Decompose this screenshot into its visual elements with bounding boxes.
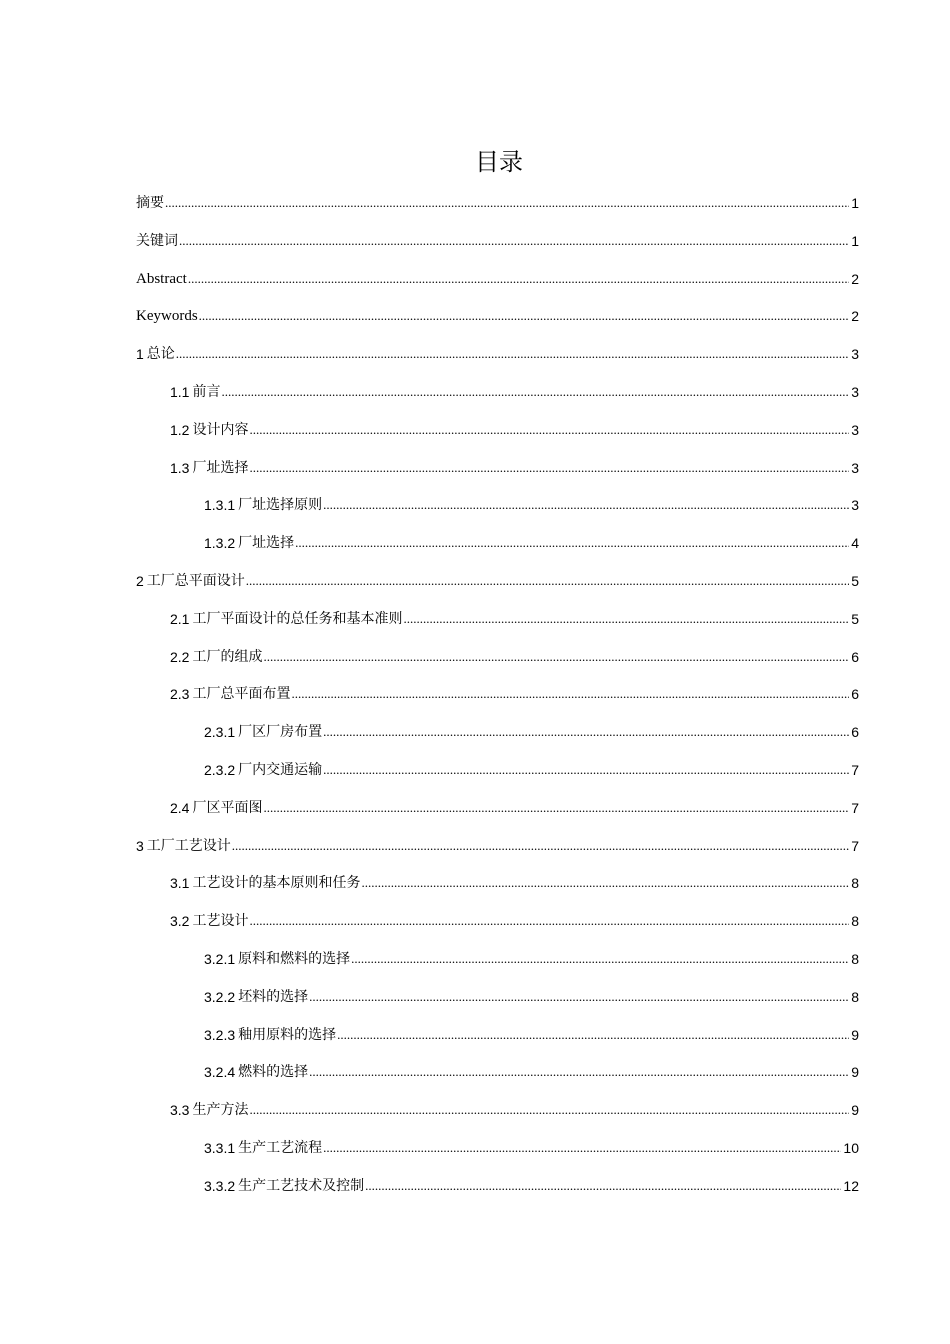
- toc-entry-title: 燃料的选择: [238, 1064, 309, 1081]
- toc-entry-title: 工厂总平面布置: [192, 686, 291, 703]
- toc-dot-leader: [323, 723, 849, 741]
- toc-entry[interactable]: [170, 870, 859, 892]
- toc-entry-page-number: 8: [851, 951, 859, 967]
- toc-dot-leader: [221, 383, 849, 401]
- toc-entry-title: 生产工艺流程: [238, 1140, 323, 1156]
- toc-entry-title: 工艺设计: [192, 913, 249, 930]
- toc-entry-title: 设计内容: [192, 421, 249, 438]
- toc-dot-leader: [249, 1101, 849, 1119]
- toc-entry-title: 工厂工艺设计: [146, 837, 231, 854]
- toc-entry-number: 1.3.1: [204, 497, 236, 514]
- toc-entry[interactable]: [136, 266, 859, 288]
- toc-dot-leader: [323, 761, 849, 779]
- toc-entry[interactable]: [170, 795, 859, 817]
- toc-entry[interactable]: [204, 719, 859, 741]
- toc-dot-leader: [403, 610, 849, 628]
- toc-entry[interactable]: [170, 379, 859, 401]
- toc-dot-leader: [249, 421, 849, 439]
- toc-entry-number: 2.3.1: [204, 724, 236, 741]
- toc-dot-leader: [361, 874, 849, 892]
- toc-entry-page-number: 3: [851, 346, 859, 363]
- toc-entry-title: 厂内交通运输: [238, 762, 323, 778]
- toc-dot-leader: [179, 232, 849, 250]
- toc-entry-number: 3.1: [170, 875, 190, 892]
- toc-entry-page-number: 9: [851, 1026, 859, 1043]
- toc-entry-number: 1.1: [170, 384, 190, 400]
- toc-entry[interactable]: [136, 568, 859, 590]
- toc-entry-page-number: 9: [851, 1064, 859, 1081]
- toc-entry[interactable]: [170, 455, 859, 477]
- toc-entry-number: 2.3.2: [204, 762, 236, 778]
- toc-entry-page-number: 1: [851, 232, 859, 249]
- toc-entry-number: 2.1: [170, 610, 190, 627]
- toc-entry-page-number: 7: [851, 799, 859, 816]
- toc-entry-page-number: 6: [851, 686, 859, 703]
- toc-entry-title: 厂址选择: [238, 535, 295, 552]
- toc-entry-number: 3.2.3: [204, 1026, 236, 1043]
- toc-entry-number: 3.2.2: [204, 988, 236, 1005]
- toc-entry-title: 前言: [192, 384, 221, 400]
- toc-dot-leader: [176, 345, 849, 363]
- toc-entry-title: 厂区平面图: [192, 799, 263, 816]
- toc-entry[interactable]: [170, 908, 859, 930]
- toc-entry-number: 3.3: [170, 1102, 190, 1119]
- toc-entry[interactable]: [204, 946, 859, 968]
- toc-dot-leader: [351, 950, 849, 968]
- toc-entry-number: 3: [136, 837, 144, 854]
- toc-entry[interactable]: [204, 1059, 859, 1081]
- toc-entry-page-number: 4: [851, 535, 859, 552]
- toc-entry-title: Abstract: [136, 270, 187, 287]
- toc-entry-number: 3.3.1: [204, 1140, 236, 1156]
- toc-dot-leader: [249, 912, 849, 930]
- toc-entry-title: 厂址选择原则: [238, 497, 323, 514]
- toc-entry[interactable]: [136, 228, 859, 250]
- toc-entry-number: 2.2: [170, 648, 190, 665]
- toc-dot-leader: [249, 459, 849, 477]
- toc-entry-title: 厂址选择: [192, 459, 249, 476]
- toc-dot-leader: [365, 1177, 841, 1195]
- toc-entry-number: 2.3: [170, 686, 190, 703]
- toc-entry-page-number: 6: [851, 724, 859, 741]
- toc-entry-title: 摘要: [136, 195, 164, 211]
- toc-entry[interactable]: [136, 190, 859, 212]
- toc-entry-page-number: 12: [843, 1177, 859, 1194]
- toc-entry[interactable]: [136, 341, 859, 363]
- toc-dot-leader: [199, 307, 850, 325]
- toc-entry-page-number: 2: [851, 270, 859, 287]
- toc-dot-leader: [263, 648, 849, 666]
- toc-entry-page-number: 1: [851, 195, 859, 211]
- toc-entry[interactable]: [136, 833, 859, 855]
- toc-entry[interactable]: [204, 1135, 859, 1157]
- toc-title: 目录: [475, 148, 523, 176]
- toc-entry-number: 2.4: [170, 799, 190, 816]
- toc-entry-title: 坯料的选择: [238, 988, 309, 1005]
- toc-entry-number: 3.2: [170, 913, 190, 930]
- toc-entry-title: 工艺设计的基本原则和任务: [192, 875, 361, 892]
- toc-entry-page-number: 3: [851, 459, 859, 476]
- toc-entry-page-number: 3: [851, 421, 859, 438]
- toc-entry-page-number: 5: [851, 573, 859, 589]
- toc-dot-leader: [337, 1026, 849, 1044]
- toc-entry-page-number: 7: [851, 762, 859, 778]
- toc-dot-leader: [295, 534, 849, 552]
- toc-entry-title: 生产工艺技术及控制: [238, 1177, 365, 1194]
- toc-dot-leader: [263, 799, 849, 817]
- toc-entry[interactable]: [170, 681, 859, 703]
- toc-dot-leader: [323, 1139, 841, 1157]
- toc-dot-leader: [246, 572, 849, 590]
- toc-entry-page-number: 6: [851, 648, 859, 665]
- toc-entry-page-number: 8: [851, 875, 859, 892]
- toc-dot-leader: [309, 1063, 849, 1081]
- toc-entry[interactable]: [204, 1022, 859, 1044]
- toc-entry-number: 1.2: [170, 421, 190, 438]
- toc-entry[interactable]: [204, 757, 859, 779]
- toc-entry[interactable]: [136, 303, 859, 325]
- toc-entry-number: 3.2.1: [204, 951, 236, 967]
- toc-dot-leader: [165, 194, 849, 212]
- toc-entry-title: 工厂的组成: [192, 648, 263, 665]
- toc-dot-leader: [323, 496, 849, 514]
- toc-entry[interactable]: [170, 1097, 859, 1119]
- toc-entry-page-number: 8: [851, 913, 859, 930]
- toc-dot-leader: [188, 270, 849, 288]
- toc-entry-number: 3.2.4: [204, 1064, 236, 1081]
- toc-entry-page-number: 8: [851, 988, 859, 1005]
- toc-entry-number: 3.3.2: [204, 1177, 236, 1194]
- toc-entry-title: 总论: [146, 346, 175, 363]
- toc-entry[interactable]: [170, 417, 859, 439]
- toc-entry-number: 1.3: [170, 459, 190, 476]
- toc-entry[interactable]: [204, 530, 859, 552]
- toc-entry-page-number: 3: [851, 497, 859, 514]
- toc-entry[interactable]: [204, 1173, 859, 1195]
- toc-entry[interactable]: [170, 606, 859, 628]
- toc-entry-number: 2: [136, 573, 144, 589]
- toc-entry-title: 工厂总平面设计: [146, 573, 245, 589]
- toc-entry-page-number: 10: [843, 1140, 859, 1156]
- toc-entry-page-number: 7: [851, 837, 859, 854]
- toc-entry-page-number: 2: [851, 308, 859, 325]
- toc-entry-title: 关键词: [136, 232, 178, 249]
- toc-entry-page-number: 3: [851, 384, 859, 400]
- toc-entry-title: 原料和燃料的选择: [238, 951, 351, 967]
- toc-entry-title: 釉用原料的选择: [238, 1026, 337, 1043]
- toc-dot-leader: [232, 837, 849, 855]
- toc-entry[interactable]: [204, 984, 859, 1006]
- toc-dot-leader: [309, 988, 849, 1006]
- toc-entry-title: 生产方法: [192, 1102, 249, 1119]
- toc-entry[interactable]: [204, 492, 859, 514]
- toc-entry-number: 1.3.2: [204, 535, 236, 552]
- toc-entry-page-number: 5: [851, 610, 859, 627]
- toc-entry-title: Keywords: [136, 308, 198, 325]
- toc-dot-leader: [291, 685, 849, 703]
- toc-entry-page-number: 9: [851, 1102, 859, 1119]
- toc-entry-title: 工厂平面设计的总任务和基本准则: [192, 610, 403, 627]
- toc-entry-number: 1: [136, 346, 144, 363]
- toc-entry-title: 厂区厂房布置: [238, 724, 323, 741]
- toc-entry[interactable]: [170, 644, 859, 666]
